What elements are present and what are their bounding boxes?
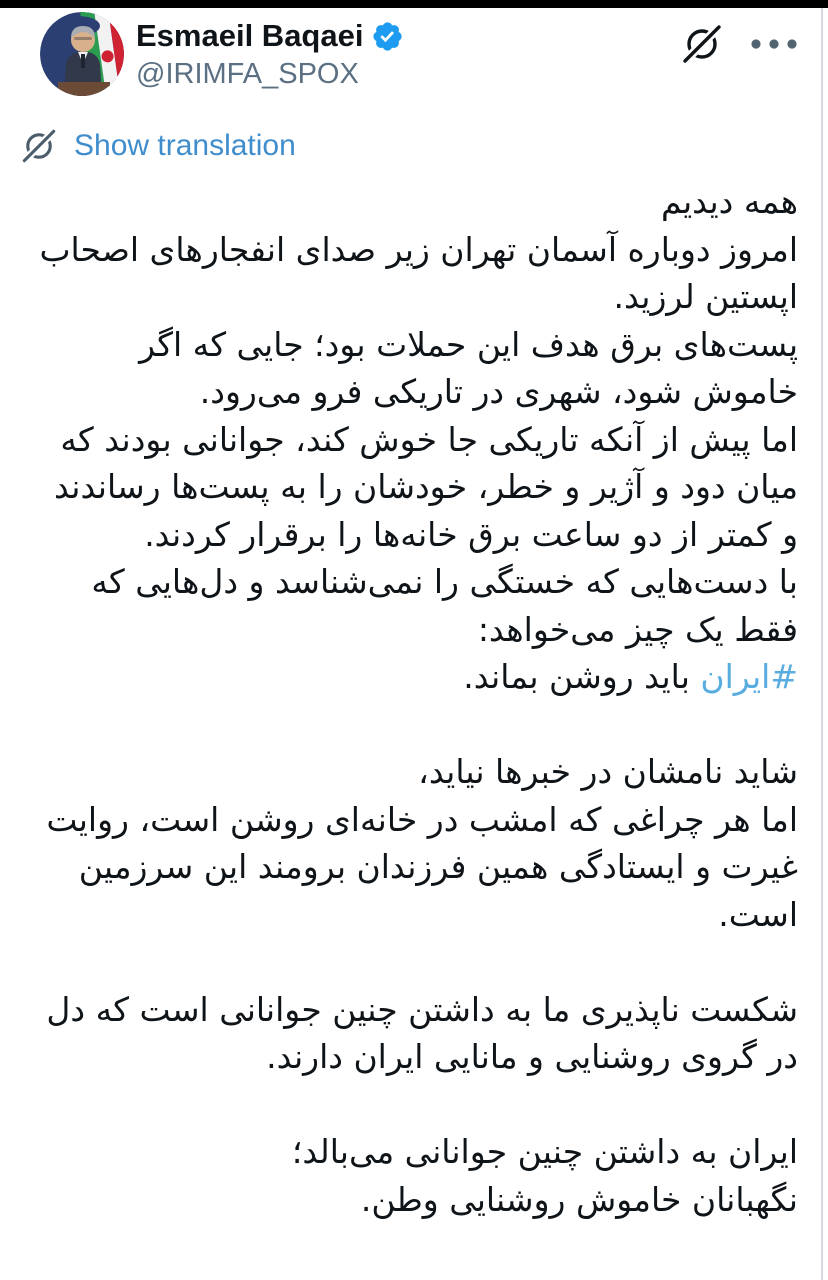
header-actions xyxy=(680,12,798,66)
hashtag-line-rest: باید روشن بماند. xyxy=(463,657,701,696)
tweet-paragraph: امروز دوباره آسمان تهران زیر صدای انفجارهای اصحاب اپستین لرزید. xyxy=(39,229,798,316)
translate-grok-icon xyxy=(20,127,58,165)
tweet-paragraph: با دست‌هایی که خستگی را نمی‌شناسد و دل‌هایی که فقط یک چیز می‌خواهد: xyxy=(91,562,798,649)
more-ellipsis-icon xyxy=(750,38,798,50)
grok-icon xyxy=(680,22,724,66)
tweet-paragraph-hashtag-line xyxy=(28,653,798,701)
tweet-paragraph: اما هر چراغی که امشب در خانه‌ای روشن است، روایت غیرت و ایستادگی همین فرزندان برومند این سرزمین است. xyxy=(46,799,798,934)
author-info xyxy=(136,12,404,92)
tweet-paragraph: ایران به داشتن چنین جوانانی می‌بالد؛ xyxy=(291,1132,798,1171)
tweet-paragraph: شکست ناپذیری ما به داشتن چنین جوانانی است که دل در گروی روشنایی و مانایی ایران دارند. xyxy=(46,989,798,1076)
avatar[interactable] xyxy=(40,12,124,96)
author-name[interactable]: Esmaeil Baqaei xyxy=(136,18,364,53)
more-button[interactable] xyxy=(750,22,798,66)
hashtag-iran-link[interactable]: #ایران xyxy=(700,657,798,696)
show-translation-button[interactable] xyxy=(20,126,296,166)
right-edge-divider xyxy=(821,8,823,1280)
tweet-paragraph: شاید نامشان در خبرها نیاید، xyxy=(418,752,798,791)
tweet-paragraph: نگهبانان خاموش روشنایی وطن. xyxy=(360,1179,798,1219)
tweet-text xyxy=(28,178,798,1223)
author-handle[interactable]: @IRIMFA_SPOX xyxy=(136,58,359,90)
tweet-paragraph: همه دیدیم xyxy=(660,182,798,221)
verified-badge-icon xyxy=(371,20,404,53)
tweet-paragraph: اما پیش از آنکه تاریکی جا خوش کند، جوانانی بودند که میان دود و آژیر و خطر، خودشان را به پست‌ها رساندند و کمتر از دو ساعت برق خانه‌ها را برقرار کردند. xyxy=(53,419,798,554)
post-header xyxy=(40,12,798,96)
top-bar xyxy=(0,0,828,8)
grok-button[interactable] xyxy=(680,22,724,66)
avatar-image xyxy=(40,12,124,96)
tweet-paragraph: پست‌های برق هدف این حملات بود؛ جایی که اگر خاموش شود، شهری در تاریکی فرو می‌رود. xyxy=(139,324,798,411)
show-translation-label: Show translation xyxy=(74,129,296,162)
